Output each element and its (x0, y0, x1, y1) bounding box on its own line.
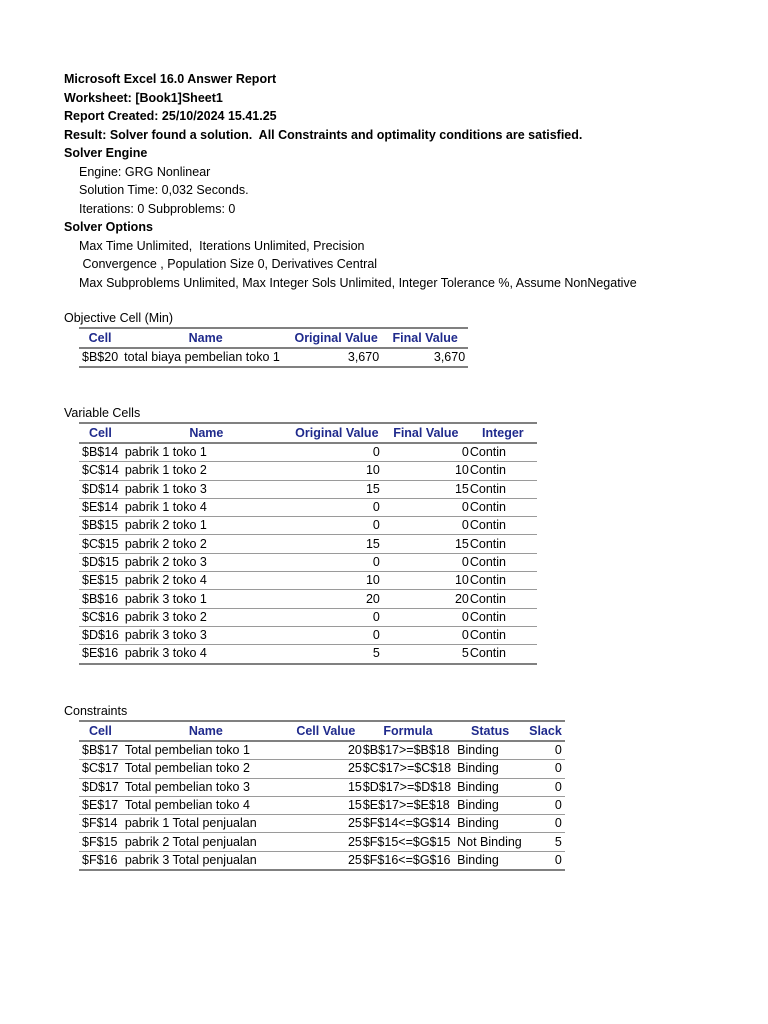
report-created-line: Report Created: 25/10/2024 15.41.25 (64, 109, 277, 123)
table-row (79, 498, 537, 516)
cell-ref: $E$16 (79, 645, 122, 664)
table-row (79, 608, 537, 626)
column-header: Original Value (290, 328, 382, 348)
cell-name: pabrik 1 Total penjualan (122, 815, 290, 833)
formula: $E$17>=$E$18 (362, 796, 454, 814)
column-header: Original Value (291, 423, 383, 443)
iterations-line: Iterations: 0 Subproblems: 0 (79, 201, 236, 216)
table-row (79, 796, 565, 814)
solver-engine-heading: Solver Engine (64, 146, 148, 160)
original-value: 10 (291, 572, 383, 590)
cell-name: pabrik 1 toko 3 (122, 480, 291, 498)
final-value: 0 (383, 626, 469, 644)
original-value: 15 (291, 535, 383, 553)
table-row (79, 760, 565, 778)
table-row (79, 443, 537, 462)
cell-name: pabrik 3 Total penjualan (122, 851, 290, 870)
cell-value: 25 (290, 760, 362, 778)
formula: $B$17>=$B$18 (362, 741, 454, 760)
final-value: 15 (383, 535, 469, 553)
cell-ref: $E$15 (79, 572, 122, 590)
original-value: 3,670 (290, 348, 382, 367)
cell-ref: $F$15 (79, 833, 122, 851)
table-header-row (79, 423, 537, 443)
final-value: 20 (383, 590, 469, 608)
cell-ref: $D$15 (79, 553, 122, 571)
cell-name: pabrik 3 toko 1 (122, 590, 291, 608)
cell-value: 25 (290, 815, 362, 833)
column-header: Integer (469, 423, 537, 443)
cell-value: 15 (290, 778, 362, 796)
final-value: 0 (383, 608, 469, 626)
cell-value: 20 (290, 741, 362, 760)
cell-name: pabrik 2 toko 1 (122, 517, 291, 535)
final-value: 0 (383, 498, 469, 516)
cell-ref: $B$16 (79, 590, 122, 608)
final-value: 0 (383, 443, 469, 462)
slack: 0 (526, 778, 565, 796)
status: Binding (454, 778, 526, 796)
integer-type: Contin (469, 645, 537, 664)
table-row (79, 626, 537, 644)
slack: 0 (526, 760, 565, 778)
cell-ref: $F$14 (79, 815, 122, 833)
integer-type: Contin (469, 572, 537, 590)
cell-name: pabrik 3 toko 4 (122, 645, 291, 664)
original-value: 0 (291, 498, 383, 516)
table-row (79, 572, 537, 590)
original-value: 0 (291, 443, 383, 462)
formula: $C$17>=$C$18 (362, 760, 454, 778)
cell-name: Total pembelian toko 1 (122, 741, 290, 760)
formula: $D$17>=$D$18 (362, 778, 454, 796)
slack: 0 (526, 851, 565, 870)
cell-value: 25 (290, 833, 362, 851)
report-header (64, 70, 754, 292)
column-header: Cell (79, 721, 122, 741)
original-value: 0 (291, 517, 383, 535)
integer-type: Contin (469, 480, 537, 498)
cell-ref: $C$15 (79, 535, 122, 553)
cell-name: pabrik 3 toko 2 (122, 608, 291, 626)
status: Not Binding (454, 833, 526, 851)
table-row (79, 851, 565, 870)
final-value: 15 (383, 480, 469, 498)
worksheet-line: Worksheet: [Book1]Sheet1 (64, 90, 223, 105)
status: Binding (454, 760, 526, 778)
cell-name: pabrik 1 toko 2 (122, 462, 291, 480)
cell-name: pabrik 1 toko 1 (122, 443, 291, 462)
column-header: Final Value (383, 423, 469, 443)
cell-ref: $E$17 (79, 796, 122, 814)
cell-ref: $B$15 (79, 517, 122, 535)
integer-type: Contin (469, 626, 537, 644)
original-value: 0 (291, 626, 383, 644)
final-value: 10 (383, 462, 469, 480)
table-row (79, 833, 565, 851)
table-row (79, 348, 468, 367)
formula: $F$14<=$G$14 (362, 815, 454, 833)
original-value: 10 (291, 462, 383, 480)
column-header: Name (122, 423, 291, 443)
cell-ref: $C$14 (79, 462, 122, 480)
final-value: 10 (383, 572, 469, 590)
column-header: Formula (362, 721, 454, 741)
cell-ref: $D$16 (79, 626, 122, 644)
cell-ref: $C$17 (79, 760, 122, 778)
cell-ref: $B$17 (79, 741, 122, 760)
slack: 0 (526, 815, 565, 833)
constraints-table (79, 720, 565, 871)
cell-name: total biaya pembelian toko 1 (121, 348, 290, 367)
cell-value: 25 (290, 851, 362, 870)
cell-ref: $B$20 (79, 348, 121, 367)
table-row (79, 590, 537, 608)
integer-type: Contin (469, 498, 537, 516)
original-value: 0 (291, 608, 383, 626)
integer-type: Contin (469, 443, 537, 462)
table-row (79, 535, 537, 553)
cell-name: Total pembelian toko 4 (122, 796, 290, 814)
status: Binding (454, 796, 526, 814)
table-row (79, 815, 565, 833)
cell-ref: $B$14 (79, 443, 122, 462)
options-line-3: Max Subproblems Unlimited, Max Integer Sols Unlimited, Integer Tolerance %, Assume NonNegative (79, 275, 637, 290)
original-value: 5 (291, 645, 383, 664)
cell-name: Total pembelian toko 3 (122, 778, 290, 796)
column-header: Status (454, 721, 526, 741)
final-value: 5 (383, 645, 469, 664)
column-header: Cell Value (290, 721, 362, 741)
variables-section-label: Variable Cells (64, 406, 141, 420)
engine-line: Engine: GRG Nonlinear (79, 164, 211, 179)
variables-table (79, 422, 537, 665)
cell-ref: $D$17 (79, 778, 122, 796)
integer-type: Contin (469, 462, 537, 480)
integer-type: Contin (469, 590, 537, 608)
objective-section-label: Objective Cell (Min) (64, 311, 174, 325)
slack: 0 (526, 796, 565, 814)
column-header: Cell (79, 328, 121, 348)
solution-time-line: Solution Time: 0,032 Seconds. (79, 183, 249, 197)
column-header: Name (122, 721, 290, 741)
constraints-section-label: Constraints (64, 704, 128, 718)
options-line-2: Convergence , Population Size 0, Derivatives Central (79, 257, 378, 271)
original-value: 20 (291, 590, 383, 608)
original-value: 0 (291, 553, 383, 571)
cell-name: pabrik 1 toko 4 (122, 498, 291, 516)
final-value: 3,670 (382, 348, 468, 367)
slack: 0 (526, 741, 565, 760)
report-title: Microsoft Excel 16.0 Answer Report (64, 72, 277, 86)
table-header-row (79, 721, 565, 741)
cell-name: pabrik 3 toko 3 (122, 626, 291, 644)
final-value: 0 (383, 553, 469, 571)
original-value: 15 (291, 480, 383, 498)
table-row (79, 645, 537, 664)
column-header: Slack (526, 721, 565, 741)
cell-name: pabrik 2 toko 2 (122, 535, 291, 553)
slack: 5 (526, 833, 565, 851)
formula: $F$16<=$G$16 (362, 851, 454, 870)
cell-name: pabrik 2 Total penjualan (122, 833, 290, 851)
column-header: Cell (79, 423, 122, 443)
options-line-1: Max Time Unlimited, Iterations Unlimited, Precision (79, 238, 365, 253)
cell-name: Total pembelian toko 2 (122, 760, 290, 778)
formula: $F$15<=$G$15 (362, 833, 454, 851)
cell-value: 15 (290, 796, 362, 814)
table-row (79, 553, 537, 571)
cell-ref: $F$16 (79, 851, 122, 870)
table-header-row (79, 328, 468, 348)
cell-name: pabrik 2 toko 4 (122, 572, 291, 590)
status: Binding (454, 741, 526, 760)
cell-ref: $C$16 (79, 608, 122, 626)
cell-ref: $D$14 (79, 480, 122, 498)
column-header: Final Value (382, 328, 468, 348)
table-row (79, 741, 565, 760)
table-row (79, 462, 537, 480)
cell-ref: $E$14 (79, 498, 122, 516)
cell-name: pabrik 2 toko 3 (122, 553, 291, 571)
table-row (79, 480, 537, 498)
integer-type: Contin (469, 517, 537, 535)
integer-type: Contin (469, 535, 537, 553)
integer-type: Contin (469, 608, 537, 626)
final-value: 0 (383, 517, 469, 535)
status: Binding (454, 815, 526, 833)
status: Binding (454, 851, 526, 870)
result-line: Result: Solver found a solution. All Constraints and optimality conditions are satisfied. (64, 127, 583, 142)
integer-type: Contin (469, 553, 537, 571)
table-row (79, 778, 565, 796)
table-row (79, 517, 537, 535)
column-header: Name (121, 328, 290, 348)
solver-options-heading: Solver Options (64, 220, 153, 234)
objective-table (79, 327, 468, 368)
